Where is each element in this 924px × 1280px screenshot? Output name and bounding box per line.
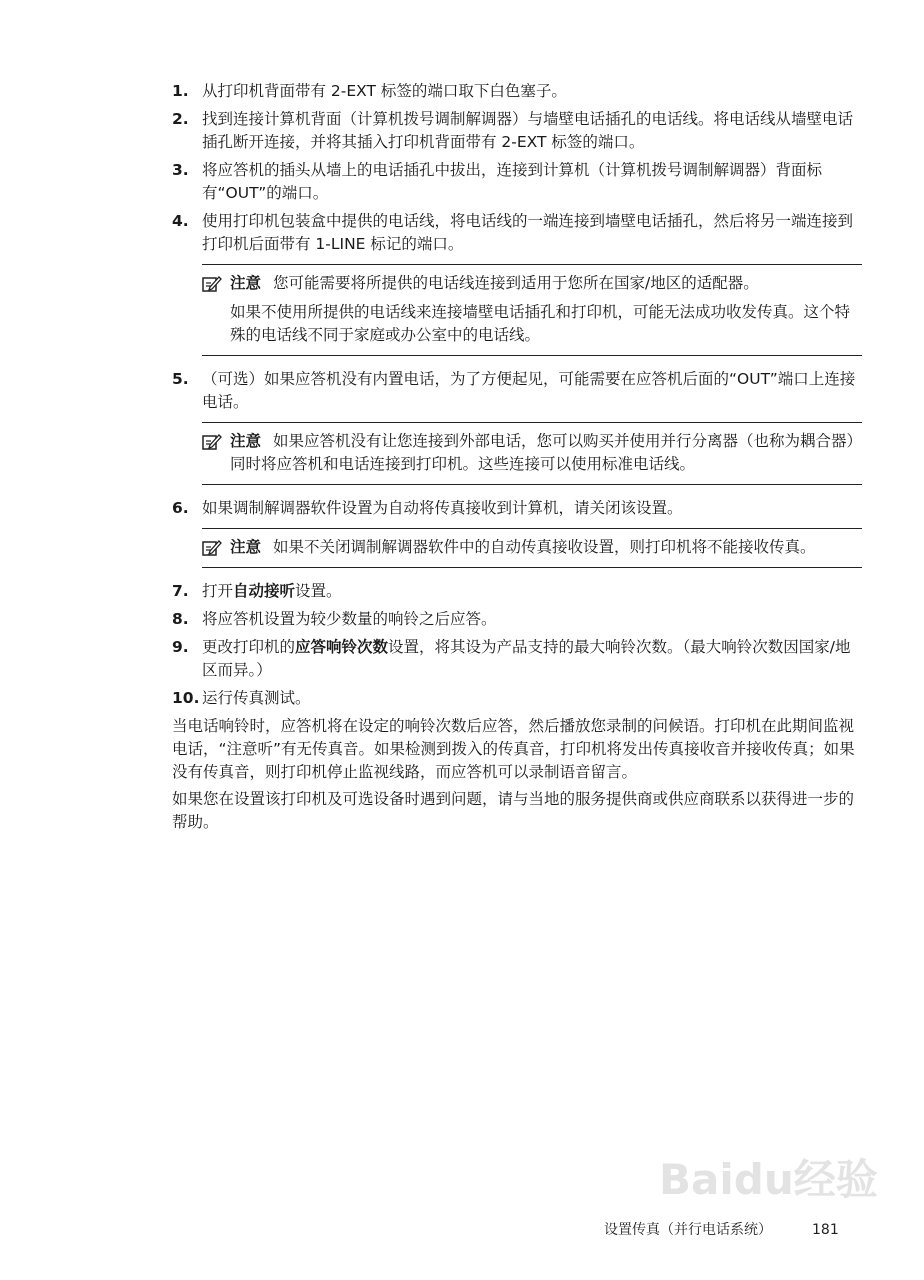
step-text: 将应答机设置为较少数量的响铃之后应答。 (202, 610, 497, 628)
step-1 (172, 80, 862, 103)
note-box (202, 264, 862, 356)
step-text: 从打印机背面带有 2-EXT 标签的端口取下白色塞子。 (202, 82, 567, 100)
note-pencil-icon (202, 433, 222, 451)
watermark-text: Baidu经验 (659, 1155, 878, 1204)
page-number: 181 (812, 1222, 839, 1238)
note-box (202, 528, 862, 568)
step-text: 找到连接计算机背面（计算机拨号调制解调器）与墙壁电话插孔的电话线。将电话线从墙壁电话插孔断开连接，并将其插入打印机背面带有 2-EXT 标签的端口。 (202, 110, 854, 151)
step-4 (172, 210, 862, 256)
step-text-pre: 打开 (202, 582, 234, 600)
step-number: 2. (172, 110, 189, 128)
step-number: 5. (172, 370, 189, 388)
step-7 (172, 580, 862, 603)
step-number: 9. (172, 638, 189, 656)
step-number: 10. (172, 689, 200, 707)
note-label: 注意 (230, 274, 262, 292)
note-text: 如果应答机没有让您连接到外部电话，您可以购买并使用并行分离器（也称为耦合器）同时将应答机和电话连接到打印机。这些连接可以使用标准电话线。 (230, 432, 855, 473)
note-pencil-icon (202, 275, 222, 293)
note-label: 注意 (230, 538, 262, 556)
step-number: 8. (172, 610, 189, 628)
step-text-post: 设置，将其设为产品支持的最大响铃次数。（最大响铃次数因国家/地区而异。） (202, 638, 851, 679)
step-text: 运行传真测试。 (202, 689, 311, 707)
step-text: （可选）如果应答机没有内置电话，为了方便起见，可能需要在应答机后面的“OUT”端口上连接电话。 (202, 370, 856, 411)
step-number: 3. (172, 161, 189, 179)
note-text: 您可能需要将所提供的电话线连接到适用于您所在国家/地区的适配器。 (273, 274, 759, 292)
note-label: 注意 (230, 432, 262, 450)
body-paragraph: 如果您在设置该打印机及可选设备时遇到问题，请与当地的服务提供商或供应商联系以获得进一步的帮助。 (172, 790, 855, 831)
step-text-bold: 应答响铃次数 (295, 638, 389, 656)
step-9 (172, 636, 862, 682)
step-number: 1. (172, 82, 189, 100)
footer-section-title: 设置传真（并行电话系统） (604, 1222, 772, 1238)
step-10 (172, 687, 862, 710)
step-5 (172, 368, 862, 414)
baidu-watermark-logo (655, 1142, 895, 1212)
step-text: 将应答机的插头从墙上的电话插孔中拔出，连接到计算机（计算机拨号调制解调器）背面标有“OUT”的端口。 (202, 161, 823, 202)
step-text: 如果调制解调器软件设置为自动将传真接收到计算机，请关闭该设置。 (202, 499, 683, 517)
step-2 (172, 108, 862, 154)
note-pencil-icon (202, 539, 222, 557)
page-content (172, 80, 862, 838)
step-number: 6. (172, 499, 189, 517)
step-8 (172, 608, 862, 631)
step-6 (172, 497, 862, 520)
step-number: 7. (172, 582, 189, 600)
step-text-pre: 更改打印机的 (202, 638, 296, 656)
page-footer (604, 1219, 839, 1239)
note-text: 如果不关闭调制解调器软件中的自动传真接收设置，则打印机将不能接收传真。 (273, 538, 816, 556)
note-box (202, 422, 862, 485)
step-text-bold: 自动接听 (233, 582, 296, 600)
body-paragraph: 当电话响铃时，应答机将在设定的响铃次数后应答，然后播放您录制的问候语。打印机在此期间监视电话，“注意听”有无传真音。如果检测到拨入的传真音，打印机将发出传真接收音并接收传真；如果没有传真音，则打印机停止监视线路，而应答机可以录制语音留言。 (172, 717, 855, 781)
note-extra-text: 如果不使用所提供的电话线来连接墙壁电话插孔和打印机，可能无法成功收发传真。这个特殊的电话线不同于家庭或办公室中的电话线。 (230, 303, 851, 344)
step-3 (172, 159, 862, 205)
step-text: 使用打印机包装盒中提供的电话线，将电话线的一端连接到墙壁电话插孔，然后将另一端连接到打印机后面带有 1-LINE 标记的端口。 (202, 212, 854, 253)
step-number: 4. (172, 212, 189, 230)
step-text-post: 设置。 (295, 582, 342, 600)
